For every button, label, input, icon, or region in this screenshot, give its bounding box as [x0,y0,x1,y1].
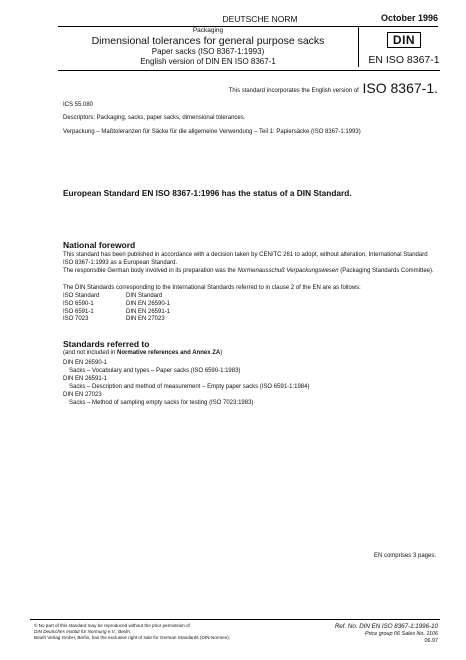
copyright-line-3: Beuth Verlag GmbH, Berlin, has the exclusive right of sale for German Standards (DIN-Normen). [34,634,231,640]
reference-desc: Sacks – Vocabulary and types – Paper sacks (ISO 6590-1:1983) [69,367,241,374]
copyright-line-2: DIN Deutsches Institut für Normung e.V., Berlin. [34,628,132,634]
title-rule [58,70,440,71]
foreword-para-3: The DIN Standards corresponding to the International Standards referred to in clause 2 of the EN are as follows: [63,285,361,291]
table-cell-din: DIN EN 26591-1 [126,308,171,315]
reference-code: DIN EN 26590-1 [63,360,108,366]
subheading-start: (and not included in [63,350,118,356]
table-cell-iso: ISO 7023 [63,316,89,323]
reference-number-block [335,623,438,645]
table-row [63,316,170,324]
standards-referred-subheading [63,350,439,358]
committee-name: Normenausschuß Verpackungswesen [237,268,339,274]
reference-code: DIN EN 27023 [63,391,102,398]
ics-code: ICS 55.080 [63,102,94,108]
reference-code: DIN EN 26591-1 [63,375,108,382]
table-cell-iso: ISO 6591-1 [63,308,94,315]
national-foreword-heading: National foreword [63,240,136,250]
ref-number: Ref. No. DIN EN ISO 8367-1:1996-10 [334,623,438,630]
title-block [58,27,359,67]
foreword-para-2-end: (Packaging Standards Committee). [338,268,434,274]
german-title: Verpackung – Maßtoleranzen für Säcke für die allgemeine Verwendung – Teil 1: Papiersäcke (ISO 8367-1:1993) [63,129,361,135]
document-subtitle: Paper sacks (ISO 8367-1:1993) [151,47,265,56]
english-version-label: English version of DIN EN ISO 8367-1 [140,57,276,66]
standards-referred-heading: Standards referred to [63,339,150,349]
norm-label: DEUTSCHE NORM [222,14,298,24]
reference-desc: Sacks – Description and method of measurement – Empty paper sacks (ISO 6591-1:1984) [69,383,310,390]
copyright-notice [34,623,254,641]
table-row [63,309,170,317]
descriptors: Descriptors: Packaging, sacks, paper sacks, dimensional tolerances. [63,115,246,121]
din-logo: DIN [387,32,421,48]
price-group: Price group 06 Sales No. 1106 [364,631,438,638]
iso-number: ISO 8367-1. [362,80,438,96]
table-header-din: DIN Standard [126,293,163,299]
footer-rule [30,619,440,620]
copyright-line-1: © No part of this standard may be reproduced without the prior permission of [34,623,190,628]
subheading-bold: Normative references and Annex ZA [117,350,221,356]
page-count: EN comprises 3 pages. [373,553,436,559]
publication-date: October 1996 [380,13,438,23]
foreword-para-1: This standard has been published in accordance with a decision taken by CEN/TC 261 to adopt, without alteration, International Standard ISO 8367-1:1993 as a European Standard. [63,252,428,266]
foreword-para-2 [63,268,439,276]
subheading-end: ) [220,350,223,356]
standard-number: EN ISO 8367-1 [368,54,440,66]
reference-desc: Sacks – Method of sampling empty sacks for testing (ISO 7023:1983) [69,399,254,406]
european-status-statement: European Standard EN ISO 8367-1:1996 has the status of a DIN Standard. [63,188,352,198]
incorporation-text: This standard incorporates the English version of [228,88,359,94]
print-code: 06.97 [424,638,438,645]
foreword-para-2-start: The responsible German body involved in its preparation was the [63,268,238,274]
table-cell-din: DIN EN 26590-1 [126,300,171,307]
table-header-iso: ISO Standard [63,293,100,299]
category-label: Packaging [192,27,224,34]
table-cell-din: DIN EN 27023 [126,316,165,323]
standards-table [63,293,170,324]
document-title: Dimensional tolerances for general purpose sacks [91,35,325,47]
reference-list [63,360,439,407]
table-cell-iso: ISO 6590-1 [63,300,94,307]
table-row [63,301,170,309]
din-block [365,30,440,68]
table-header [63,293,170,301]
incorporation-note [229,80,438,96]
